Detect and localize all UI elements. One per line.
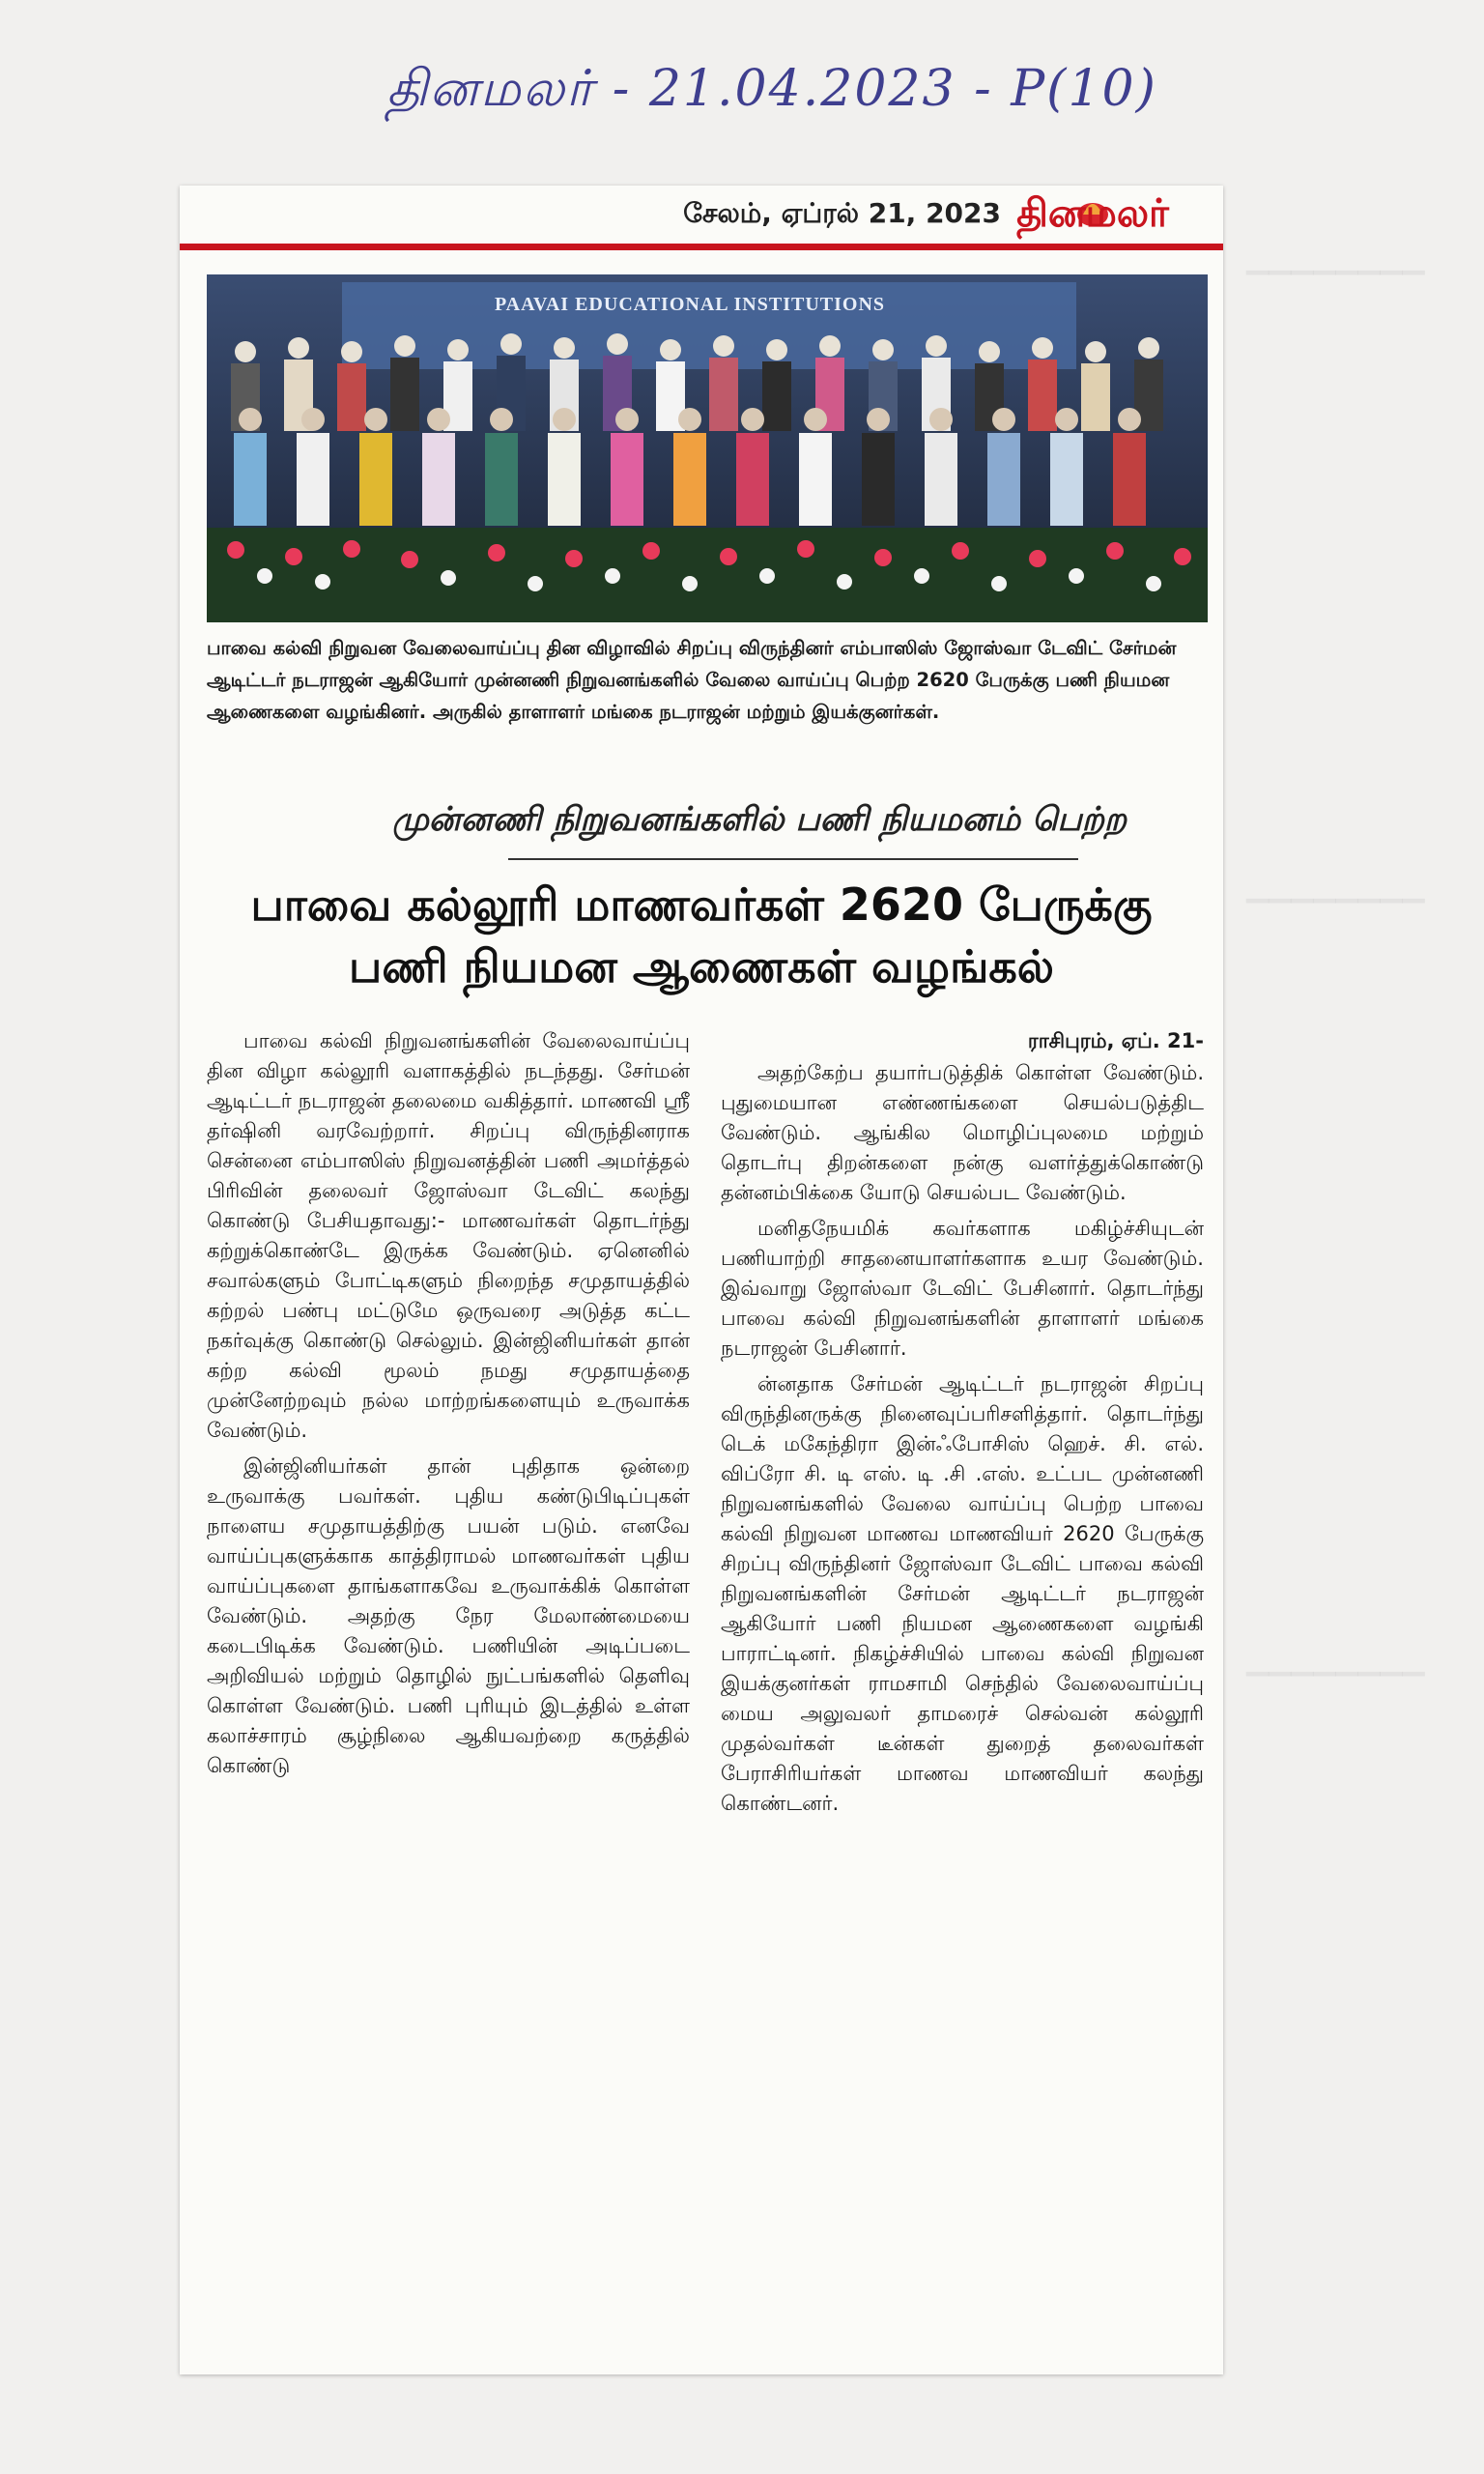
photo-banner-text: PAAVAI EDUCATIONAL INSTITUTIONS — [494, 294, 886, 315]
article-column-right — [721, 1026, 1204, 1825]
show-through-texture: ▁▁▁▁▁▁▁▁ — [1246, 1644, 1425, 1676]
byline: ராசிபுரம், ஏப். 21- — [1027, 1029, 1204, 1052]
show-through-texture: ▁▁▁▁▁▁▁▁ — [1246, 243, 1425, 274]
headline-line-2: பணி நியமன ஆணைகள் வழங்கல் — [349, 940, 1054, 992]
article-paragraph: ன்னதாக சேர்மன் ஆடிட்டர் நடராஜன் சிறப்பு விருந்தினருக்கு நினைவுப்பரிசளித்தார். தொடர்ந்து டெக் மகேந்திரா இன்ஃபோசிஸ் ஹெச். சி. எல். விப்ரோ சி. டி எஸ். டி .சி .எஸ். உட்பட முன்னணி நிறுவனங்களில் வேலை வாய்ப்பு பெற்ற பாவை கல்வி நிறுவன மாணவ மாணவியர் 2620 பேருக்கு சிறப்பு விருந்தினர் ஜோஸ்வா டேவிட் பாவை கல்வி நிறுவனங்களின் சேர்மன் ஆடிட்டர் நடராஜன் ஆகியோர் பணி நியமன ஆணைகளை வழங்கி பாராட்டினர். நிகழ்ச்சியில் பாவை கல்வி நிறுவன இயக்குனர்கள் ராமசாமி செந்தில் வேலைவாய்ப்பு மைய அலுவலர் தாமரைச் செல்வன் கல்லூரி முதல்வர்கள் டீன்கள் துறைத் தலைவர்கள் பேராசிரியர்கள் மாணவ மாணவியர் கலந்து கொண்டனர். — [721, 1372, 1204, 1815]
logo-text: தினமலர் — [1016, 191, 1169, 236]
headline-line-1: பாவை கல்லூரி மாணவர்கள் 2620 பேருக்கு — [250, 878, 1153, 931]
headline — [218, 874, 1184, 997]
newspaper-clipping — [180, 186, 1223, 2374]
dateline: சேலம், ஏப்ரல் 21, 2023 — [683, 197, 1001, 229]
article-paragraph: மனிதநேயமிக் கவர்களாக மகிழ்ச்சியுடன் பணியாற்றி சாதனையாளர்களாக உயர வேண்டும். இவ்வாறு ஜோஸ்வா டேவிட் பேசினார். தொடர்ந்து பாவை கல்வி நிறுவனங்களின் தாளாளர் மங்கை நடராஜன் பேசினார். — [721, 1217, 1204, 1360]
photo-caption: பாவை கல்வி நிறுவன வேலைவாய்ப்பு தின விழாவில் சிறப்பு விருந்தினர் எம்பாஸிஸ் ஜோஸ்வா டேவிட் சேர்மன் ஆடிட்டர் நடராஜன் ஆகியோர் முன்னணி நிறுவனங்களில் வேலை வாய்ப்பு பெற்ற 2620 பேருக்கு பணி நியமன ஆணைகளை வழங்கினர். அருகில் தாளாளர் மங்கை நடராஜன் மற்றும் இயக்குனர்கள். — [207, 637, 1177, 723]
show-through-texture: ▁▁▁▁▁▁▁▁ — [1246, 871, 1425, 903]
event-photo — [207, 274, 1208, 622]
group-photo-illustration — [207, 274, 1208, 622]
article-column-left — [207, 1026, 690, 1787]
newspaper-logo — [991, 186, 1194, 242]
masthead — [180, 186, 1223, 244]
masthead-rule — [180, 244, 1223, 250]
article-paragraph: இன்ஜினியர்கள் தான் புதிதாக ஒன்றை உருவாக்கு பவர்கள். புதிய கண்டுபிடிப்புகள் நாளைய சமுதாயத்திற்கு பயன் படும். எனவே வாய்ப்புகளுக்காக காத்திராமல் மாணவர்கள் புதிய வாய்ப்புகளை தாங்களாகவே உருவாக்கிக் கொள்ள வேண்டும். அதற்கு நேர மேலாண்மையை கடைபிடிக்க வேண்டும். பணியின் அடிப்படை அறிவியல் மற்றும் தொழில் நுட்பங்களில் தெளிவு கொள்ள வேண்டும். பணி புரியும் இடத்தில் உள்ள கலாச்சாரம் சூழ்நிலை ஆகியவற்றை கருத்தில் கொண்டு — [207, 1454, 690, 1777]
headline-kicker: முன்னணி நிறுவனங்களில் பணி நியமனம் பெற்ற — [392, 800, 1127, 839]
article-paragraph: பாவை கல்வி நிறுவனங்களின் வேலைவாய்ப்பு தின விழா கல்லூரி வளாகத்தில் நடந்தது. சேர்மன் ஆடிட்டர் நடராஜன் தலைமை வகித்தார். மாணவி ஸ்ரீ தர்ஷினி வரவேற்றார். சிறப்பு விருந்தினராக சென்னை எம்பாஸிஸ் நிறுவனத்தின் பணி அமர்த்தல் பிரிவின் தலைவர் ஜோஸ்வா டேவிட் கலந்து கொண்டு பேசியதாவது:- மாணவர்கள் தொடர்ந்து கற்றுக்கொண்டே இருக்க வேண்டும். ஏனெனில் சவால்களும் போட்டிகளும் நிறைந்த சமுதாயத்தில் கற்றல் பண்பு மட்டுமே ஒருவரை அடுத்த கட்ட நகர்வுக்கு கொண்டு செல்லும். இன்ஜினியர்கள் தான் கற்ற கல்வி மூலம் நமது சமுதாயத்தை முன்னேற்றவும் நல்ல மாற்றங்களையும் உருவாக்க வேண்டும். — [207, 1029, 690, 1442]
article-paragraph: அதற்கேற்ப தயார்படுத்திக் கொள்ள வேண்டும். புதுமையான எண்ணங்களை செயல்படுத்திட வேண்டும். ஆங்கில மொழிப்புலமை மற்றும் தொடர்பு திறன்களை நன்கு வளர்த்துக்கொண்டு தன்னம்பிக்கை யோடு செயல்பட வேண்டும். — [721, 1061, 1204, 1204]
kicker-underline — [508, 858, 1078, 860]
handwritten-source-note: தினமலர் - 21.04.2023 - P(10) — [386, 60, 1157, 118]
